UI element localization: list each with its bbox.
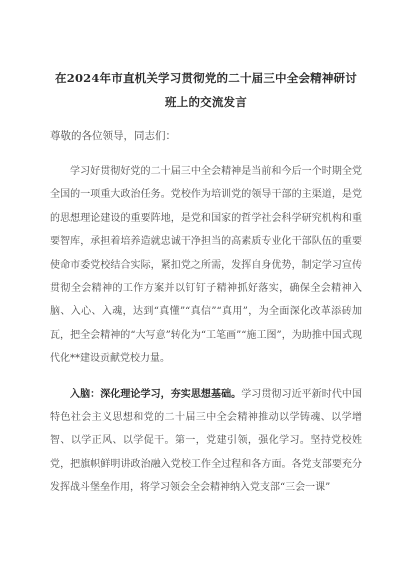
salutation: 尊敬的各位领导，同志们： bbox=[50, 130, 176, 142]
section-heading: 入脑：深化理论学习，夯实思想基础。 bbox=[70, 388, 242, 400]
paragraph-1: 学习好贯彻好党的二十届三中全会精神是当前和今后一个时期全党全国的一项重大政治任务。党校作为培训党的领导干部的主渠道，是党的思想理论建设的重要阵地，是党和国家的哲学社会科学研究机构和重要智库，承担着培养造就忠诚干净担当的高素质专业化干部队伍的重要使命市委党校结合实际，紧扣党之所需，发挥自身优势，制定学习宣传贯彻全会精神的工作方案并以钉钉子精神抓好落实，确保全会精神入脑、入心、入魂，达到“真懂”“真信”“真用”，为全面深化改革添砖加瓦，把全会精神的“大写意”转化为“工笔画”“施工图”，为助推中国式现代化**建设贡献党校力量。 bbox=[50, 166, 362, 365]
document-title bbox=[50, 66, 362, 114]
paragraph-2-body: 学习贯彻习近平新时代中国特色社会主义思想和党的二十届三中全会精神推动以学铸魂、以学增智、以学正风、以学促干。第一，党建引领，强化学习。坚持党校姓党，把旗帜鲜明讲政治融入党校工作全过程和各方面。各党支部要充分发挥战斗堡垒作用，将学习领会全会精神纳入党支部“三会一课” bbox=[50, 388, 363, 494]
title-line-2: 班上的交流发言 bbox=[165, 95, 247, 109]
paragraph-2 bbox=[50, 383, 362, 500]
title-line-1: 在2024年市直机关学习贯彻党的二十届三中全会精神研讨 bbox=[55, 71, 357, 85]
